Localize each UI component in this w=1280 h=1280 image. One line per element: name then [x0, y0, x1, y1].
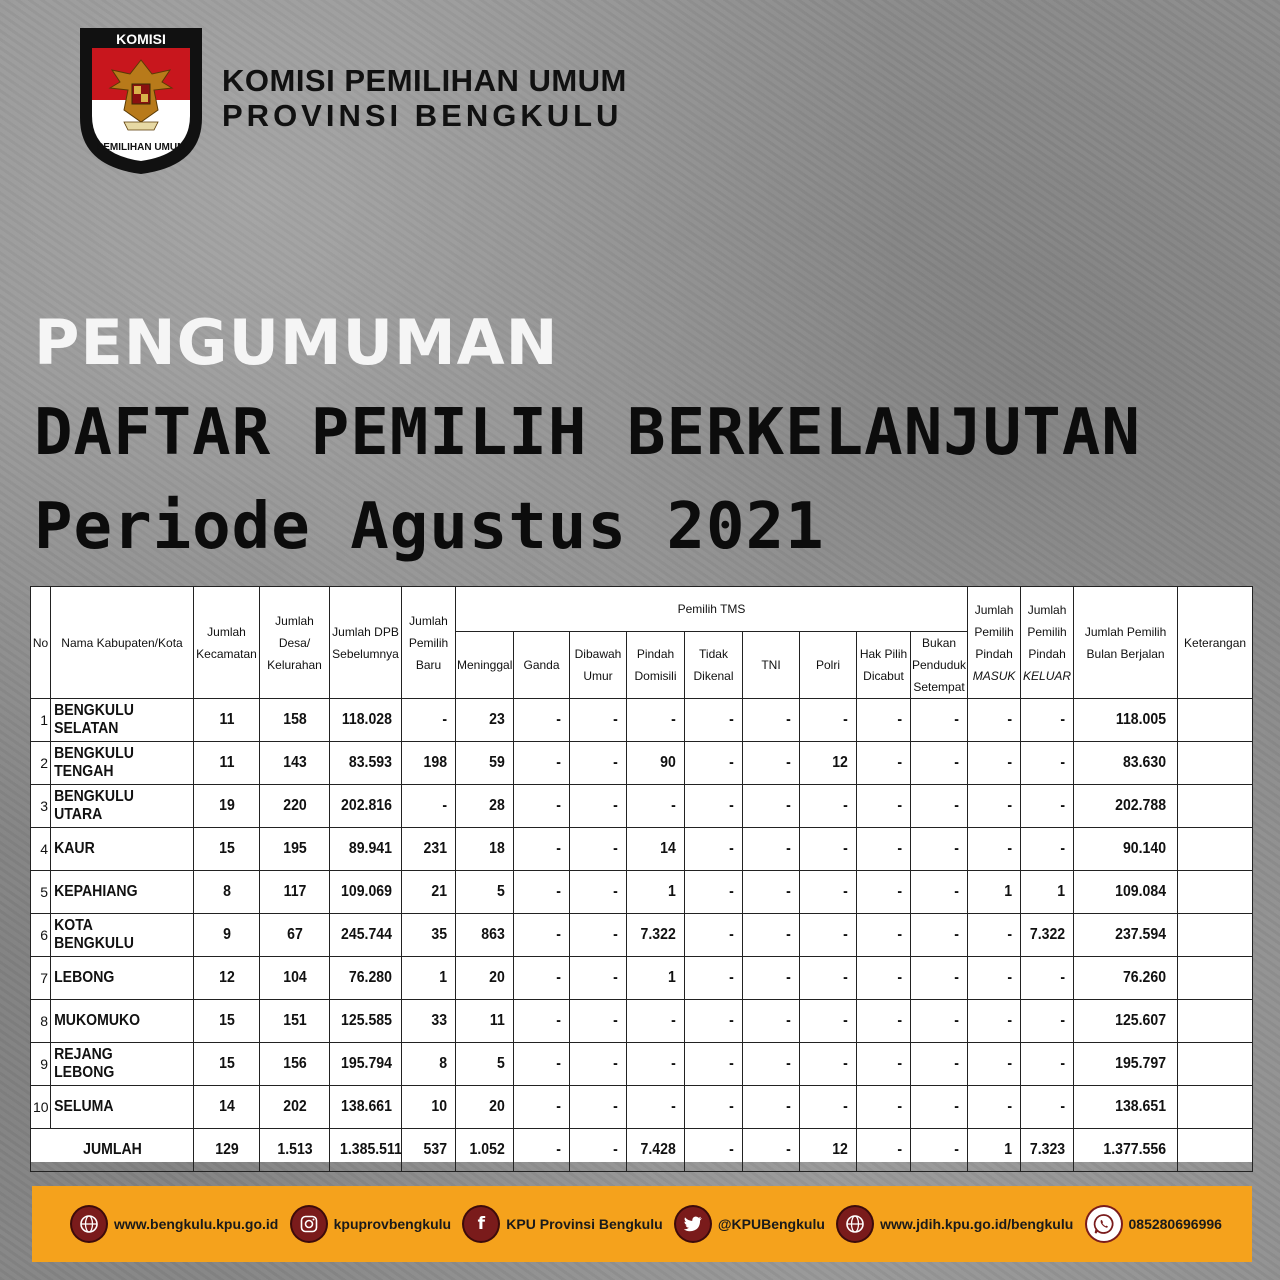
cell-polri: - — [803, 914, 853, 957]
jdih-link[interactable]: www.jdih.kpu.go.id/bengkulu — [880, 1216, 1074, 1232]
twitter-link[interactable]: @KPUBengkulu — [717, 1216, 825, 1232]
voter-table-container — [30, 586, 1252, 1162]
cell-tni: - — [746, 1043, 796, 1086]
cell-no: 7 — [31, 957, 51, 1000]
header-desa: Jumlah Desa/ Kelurahan — [260, 587, 330, 699]
cell-pemilih-baru: 33 — [405, 1000, 453, 1043]
cell-pemilih-baru: 231 — [405, 828, 453, 871]
cell-tni: - — [746, 957, 796, 1000]
cell-no: 4 — [31, 828, 51, 871]
cell-polri: - — [803, 1000, 853, 1043]
table-row — [31, 742, 1253, 785]
cell-kecamatan: 8 — [197, 871, 255, 914]
cell-name: KEPAHIANG — [51, 871, 177, 914]
contact-footer — [32, 1186, 1252, 1262]
header-pindah-domisili: Pindah Domisili — [627, 632, 685, 699]
cell-no: 8 — [31, 1000, 51, 1043]
cell-keterangan — [1182, 785, 1248, 828]
cell-kecamatan: 9 — [197, 914, 255, 957]
cell-meninggal: 20 — [459, 1086, 510, 1129]
cell-hak-pilih-dicabut: - — [860, 1000, 908, 1043]
total-kecamatan: 129 — [197, 1129, 255, 1172]
table-row — [31, 785, 1253, 828]
cell-tni: - — [746, 1000, 796, 1043]
announcement-title: PENGUMUMAN — [34, 306, 559, 379]
cell-pindah-masuk: - — [971, 699, 1018, 742]
footer-website[interactable] — [72, 1207, 278, 1241]
cell-tidak-dikenal: - — [688, 785, 739, 828]
cell-meninggal: 28 — [459, 785, 510, 828]
globe-icon — [838, 1207, 872, 1241]
header-keterangan: Keterangan — [1178, 587, 1253, 699]
cell-pindah-keluar: - — [1024, 1000, 1071, 1043]
org-line-2: PROVINSI BENGKULU — [222, 98, 623, 133]
cell-dibawah-umur: - — [573, 871, 623, 914]
cell-ganda: - — [517, 1000, 566, 1043]
cell-ganda: - — [517, 1043, 566, 1086]
footer-jdih[interactable] — [838, 1207, 1073, 1241]
cell-desa: 202 — [264, 1086, 326, 1129]
cell-pindah-domisili: - — [630, 785, 681, 828]
cell-bulan-berjalan: 118.005 — [1080, 699, 1172, 742]
cell-dpb-prev: 118.028 — [334, 699, 397, 742]
cell-name: SELUMA — [51, 1086, 177, 1129]
cell-ganda: - — [517, 699, 566, 742]
cell-polri: - — [803, 785, 853, 828]
header-pindah-masuk: Jumlah Pemilih Pindah MASUK — [968, 587, 1021, 699]
cell-pindah-masuk: - — [971, 785, 1018, 828]
cell-pemilih-baru: 10 — [405, 1086, 453, 1129]
total-meninggal: 1.052 — [459, 1129, 510, 1172]
twitter-icon — [676, 1207, 710, 1241]
cell-polri: - — [803, 828, 853, 871]
cell-bukan-penduduk: - — [914, 742, 964, 785]
cell-pindah-domisili: - — [630, 1000, 681, 1043]
cell-pindah-masuk: - — [971, 1043, 1018, 1086]
cell-keterangan — [1182, 1043, 1248, 1086]
header-pemilih-baru: Jumlah Pemilih Baru — [402, 587, 456, 699]
footer-facebook[interactable] — [464, 1207, 662, 1241]
globe-icon — [72, 1207, 106, 1241]
cell-tni: - — [746, 914, 796, 957]
cell-pindah-keluar: 1 — [1024, 871, 1071, 914]
cell-no: 2 — [31, 742, 51, 785]
cell-pindah-masuk: 1 — [971, 871, 1018, 914]
cell-tni: - — [746, 871, 796, 914]
cell-polri: - — [803, 871, 853, 914]
header-tidak-dikenal: Tidak Dikenal — [685, 632, 743, 699]
cell-ganda: - — [517, 871, 566, 914]
cell-dpb-prev: 245.744 — [334, 914, 397, 957]
cell-pemilih-baru: 21 — [405, 871, 453, 914]
header-meninggal: Meninggal — [456, 632, 514, 699]
cell-hak-pilih-dicabut: - — [860, 699, 908, 742]
cell-dpb-prev: 109.069 — [334, 871, 397, 914]
cell-keterangan — [1182, 871, 1248, 914]
cell-tidak-dikenal: - — [688, 871, 739, 914]
cell-pemilih-baru: 8 — [405, 1043, 453, 1086]
cell-dibawah-umur: - — [573, 957, 623, 1000]
header-no: No — [31, 587, 51, 699]
cell-pindah-keluar: - — [1024, 828, 1071, 871]
cell-pindah-keluar: - — [1024, 742, 1071, 785]
cell-desa: 220 — [264, 785, 326, 828]
website-link[interactable]: www.bengkulu.kpu.go.id — [114, 1216, 279, 1232]
cell-no: 1 — [31, 699, 51, 742]
cell-kecamatan: 12 — [197, 957, 255, 1000]
footer-instagram[interactable] — [292, 1207, 451, 1241]
table-row — [31, 1043, 1253, 1086]
cell-tidak-dikenal: - — [688, 957, 739, 1000]
cell-kecamatan: 11 — [197, 699, 255, 742]
org-line-1: KOMISI PEMILIHAN UMUM — [222, 63, 627, 98]
cell-kecamatan: 15 — [197, 828, 255, 871]
cell-tidak-dikenal: - — [688, 914, 739, 957]
cell-dpb-prev: 89.941 — [334, 828, 397, 871]
cell-bulan-berjalan: 83.630 — [1080, 742, 1172, 785]
cell-pindah-keluar: - — [1024, 785, 1071, 828]
cell-name: REJANG LEBONG — [51, 1043, 177, 1086]
cell-tni: - — [746, 1086, 796, 1129]
cell-tidak-dikenal: - — [688, 699, 739, 742]
main-title: DAFTAR PEMILIH BERKELANJUTAN — [34, 396, 1141, 470]
cell-dibawah-umur: - — [573, 1043, 623, 1086]
cell-tidak-dikenal: - — [688, 828, 739, 871]
cell-keterangan — [1182, 828, 1248, 871]
cell-pemilih-baru: - — [405, 785, 453, 828]
cell-hak-pilih-dicabut: - — [860, 1043, 908, 1086]
whatsapp-number[interactable]: 085280696996 — [1128, 1216, 1222, 1232]
cell-pindah-keluar: - — [1024, 1043, 1071, 1086]
cell-dibawah-umur: - — [573, 1086, 623, 1129]
header-bulan-berjalan: Jumlah Pemilih Bulan Berjalan — [1074, 587, 1178, 699]
cell-polri: - — [803, 699, 853, 742]
cell-dibawah-umur: - — [573, 785, 623, 828]
cell-pindah-masuk: - — [971, 828, 1018, 871]
cell-ganda: - — [517, 742, 566, 785]
cell-meninggal: 5 — [459, 1043, 510, 1086]
cell-meninggal: 59 — [459, 742, 510, 785]
cell-pindah-masuk: - — [971, 742, 1018, 785]
cell-bulan-berjalan: 237.594 — [1080, 914, 1172, 957]
header-bukan-penduduk: Bukan Penduduk Setempat — [911, 632, 968, 699]
cell-ganda: - — [517, 828, 566, 871]
period-title: Periode Agustus 2021 — [34, 490, 825, 564]
cell-kecamatan: 15 — [197, 1000, 255, 1043]
cell-tni: - — [746, 785, 796, 828]
cell-keterangan — [1182, 742, 1248, 785]
cell-dpb-prev: 138.661 — [334, 1086, 397, 1129]
total-ganda: - — [517, 1129, 566, 1172]
cell-name: BENGKULU TENGAH — [51, 742, 177, 785]
cell-pemilih-baru: - — [405, 699, 453, 742]
cell-dpb-prev: 83.593 — [334, 742, 397, 785]
cell-meninggal: 11 — [459, 1000, 510, 1043]
total-pemilih-baru: 537 — [405, 1129, 453, 1172]
table-row — [31, 1000, 1253, 1043]
cell-meninggal: 18 — [459, 828, 510, 871]
header-dpb-prev: Jumlah DPB Sebelumnya — [330, 587, 402, 699]
cell-keterangan — [1182, 914, 1248, 957]
cell-bukan-penduduk: - — [914, 871, 964, 914]
cell-ganda: - — [517, 1086, 566, 1129]
cell-pindah-domisili: 7.322 — [630, 914, 681, 957]
cell-desa: 156 — [264, 1043, 326, 1086]
cell-pindah-domisili: - — [630, 1086, 681, 1129]
cell-bulan-berjalan: 90.140 — [1080, 828, 1172, 871]
cell-ganda: - — [517, 957, 566, 1000]
header-name: Nama Kabupaten/Kota — [51, 587, 194, 699]
cell-bukan-penduduk: - — [914, 785, 964, 828]
cell-bukan-penduduk: - — [914, 957, 964, 1000]
cell-polri: - — [803, 1043, 853, 1086]
cell-name: BENGKULU SELATAN — [51, 699, 177, 742]
cell-tni: - — [746, 742, 796, 785]
cell-dpb-prev: 76.280 — [334, 957, 397, 1000]
cell-pemilih-baru: 35 — [405, 914, 453, 957]
total-pindah-keluar: 7.323 — [1024, 1129, 1071, 1172]
organization-name — [222, 64, 627, 134]
cell-desa: 104 — [264, 957, 326, 1000]
header-kecamatan: Jumlah Kecamatan — [194, 587, 260, 699]
total-polri: 12 — [803, 1129, 853, 1172]
cell-pindah-domisili: - — [630, 1043, 681, 1086]
table-row — [31, 871, 1253, 914]
cell-meninggal: 23 — [459, 699, 510, 742]
cell-name: MUKOMUKO — [51, 1000, 177, 1043]
cell-tidak-dikenal: - — [688, 1086, 739, 1129]
total-pindah-domisili: 7.428 — [630, 1129, 681, 1172]
cell-pemilih-baru: 198 — [405, 742, 453, 785]
table-row — [31, 828, 1253, 871]
table-row — [31, 1086, 1253, 1129]
cell-no: 3 — [31, 785, 51, 828]
cell-bukan-penduduk: - — [914, 1043, 964, 1086]
cell-polri: - — [803, 1086, 853, 1129]
cell-name: BENGKULU UTARA — [51, 785, 177, 828]
cell-pindah-domisili: - — [630, 699, 681, 742]
table-row — [31, 957, 1253, 1000]
cell-polri: - — [803, 957, 853, 1000]
instagram-icon — [292, 1207, 326, 1241]
cell-desa: 158 — [264, 699, 326, 742]
header-polri: Polri — [800, 632, 857, 699]
cell-desa: 151 — [264, 1000, 326, 1043]
cell-bukan-penduduk: - — [914, 828, 964, 871]
cell-kecamatan: 15 — [197, 1043, 255, 1086]
cell-pemilih-baru: 1 — [405, 957, 453, 1000]
cell-meninggal: 863 — [459, 914, 510, 957]
header-dibawah-umur: Dibawah Umur — [570, 632, 627, 699]
cell-hak-pilih-dicabut: - — [860, 957, 908, 1000]
cell-name: KOTA BENGKULU — [51, 914, 177, 957]
header-tni: TNI — [743, 632, 800, 699]
cell-pindah-keluar: - — [1024, 699, 1071, 742]
cell-pindah-masuk: - — [971, 914, 1018, 957]
whatsapp-icon — [1087, 1207, 1121, 1241]
total-bulan-berjalan: 1.377.556 — [1080, 1129, 1172, 1172]
cell-dpb-prev: 195.794 — [334, 1043, 397, 1086]
cell-pindah-keluar: 7.322 — [1024, 914, 1071, 957]
total-keterangan — [1182, 1129, 1248, 1172]
cell-dibawah-umur: - — [573, 699, 623, 742]
cell-hak-pilih-dicabut: - — [860, 828, 908, 871]
total-dpb-prev: 1.385.511 — [334, 1129, 397, 1172]
cell-kecamatan: 19 — [197, 785, 255, 828]
header-hak-pilih-dicabut: Hak Pilih Dicabut — [857, 632, 911, 699]
cell-kecamatan: 14 — [197, 1086, 255, 1129]
cell-dibawah-umur: - — [573, 914, 623, 957]
voter-table — [30, 586, 1253, 1172]
cell-bulan-berjalan: 195.797 — [1080, 1043, 1172, 1086]
total-label: JUMLAH — [40, 1129, 183, 1172]
cell-no: 9 — [31, 1043, 51, 1086]
cell-ganda: - — [517, 914, 566, 957]
cell-dpb-prev: 202.816 — [334, 785, 397, 828]
total-row — [31, 1129, 1253, 1172]
cell-bulan-berjalan: 138.651 — [1080, 1086, 1172, 1129]
cell-pindah-masuk: - — [971, 1086, 1018, 1129]
cell-dpb-prev: 125.585 — [334, 1000, 397, 1043]
cell-pindah-domisili: 1 — [630, 957, 681, 1000]
cell-dibawah-umur: - — [573, 742, 623, 785]
cell-hak-pilih-dicabut: - — [860, 914, 908, 957]
svg-text:PEMILIHAN UMUM: PEMILIHAN UMUM — [96, 142, 186, 153]
cell-bukan-penduduk: - — [914, 1086, 964, 1129]
cell-tidak-dikenal: - — [688, 1043, 739, 1086]
cell-desa: 117 — [264, 871, 326, 914]
total-tidak-dikenal: - — [688, 1129, 739, 1172]
cell-pindah-domisili: 1 — [630, 871, 681, 914]
cell-tni: - — [746, 699, 796, 742]
cell-dibawah-umur: - — [573, 828, 623, 871]
cell-bulan-berjalan: 109.084 — [1080, 871, 1172, 914]
cell-hak-pilih-dicabut: - — [860, 742, 908, 785]
cell-tni: - — [746, 828, 796, 871]
cell-bulan-berjalan: 202.788 — [1080, 785, 1172, 828]
cell-pindah-masuk: - — [971, 1000, 1018, 1043]
cell-no: 10 — [31, 1086, 51, 1129]
cell-meninggal: 5 — [459, 871, 510, 914]
footer-whatsapp[interactable] — [1087, 1207, 1222, 1241]
cell-pindah-domisili: 90 — [630, 742, 681, 785]
cell-no: 6 — [31, 914, 51, 957]
cell-desa: 143 — [264, 742, 326, 785]
cell-desa: 67 — [264, 914, 326, 957]
kpu-logo — [72, 18, 210, 176]
table-row — [31, 914, 1253, 957]
cell-kecamatan: 11 — [197, 742, 255, 785]
facebook-link[interactable]: KPU Provinsi Bengkulu — [506, 1216, 663, 1232]
total-dibawah-umur: - — [573, 1129, 623, 1172]
cell-meninggal: 20 — [459, 957, 510, 1000]
cell-no: 5 — [31, 871, 51, 914]
cell-bulan-berjalan: 125.607 — [1080, 1000, 1172, 1043]
total-bukan-penduduk: - — [914, 1129, 964, 1172]
cell-pindah-keluar: - — [1024, 957, 1071, 1000]
cell-keterangan — [1182, 1086, 1248, 1129]
cell-name: KAUR — [51, 828, 177, 871]
cell-pindah-masuk: - — [971, 957, 1018, 1000]
header-tms-group: Pemilih TMS — [456, 587, 968, 632]
cell-pindah-domisili: 14 — [630, 828, 681, 871]
cell-keterangan — [1182, 957, 1248, 1000]
cell-name: LEBONG — [51, 957, 177, 1000]
cell-keterangan — [1182, 699, 1248, 742]
header-pindah-keluar: Jumlah Pemilih Pindah KELUAR — [1021, 587, 1074, 699]
cell-hak-pilih-dicabut: - — [860, 785, 908, 828]
instagram-link[interactable]: kpuprovbengkulu — [333, 1216, 452, 1232]
cell-pindah-keluar: - — [1024, 1086, 1071, 1129]
total-hak-pilih-dicabut: - — [860, 1129, 908, 1172]
footer-twitter[interactable] — [676, 1207, 825, 1241]
cell-hak-pilih-dicabut: - — [860, 871, 908, 914]
total-pindah-masuk: 1 — [971, 1129, 1018, 1172]
total-tni: - — [746, 1129, 796, 1172]
cell-polri: 12 — [803, 742, 853, 785]
cell-desa: 195 — [264, 828, 326, 871]
cell-keterangan — [1182, 1000, 1248, 1043]
cell-bukan-penduduk: - — [914, 1000, 964, 1043]
cell-dibawah-umur: - — [573, 1000, 623, 1043]
cell-tidak-dikenal: - — [688, 742, 739, 785]
total-desa: 1.513 — [264, 1129, 326, 1172]
header-ganda: Ganda — [514, 632, 570, 699]
cell-bukan-penduduk: - — [914, 699, 964, 742]
svg-text:KOMISI: KOMISI — [116, 31, 166, 47]
cell-bulan-berjalan: 76.260 — [1080, 957, 1172, 1000]
cell-tidak-dikenal: - — [688, 1000, 739, 1043]
cell-hak-pilih-dicabut: - — [860, 1086, 908, 1129]
cell-bukan-penduduk: - — [914, 914, 964, 957]
facebook-icon: f — [464, 1207, 498, 1241]
cell-ganda: - — [517, 785, 566, 828]
table-row — [31, 699, 1253, 742]
